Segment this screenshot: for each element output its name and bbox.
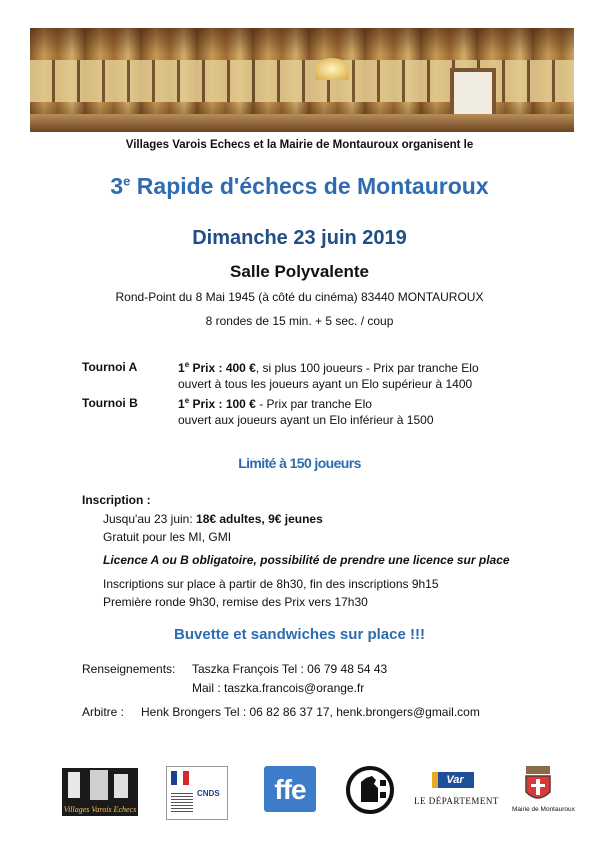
schedule: Première ronde 9h30, remise des Prix vers 17h30 — [103, 595, 368, 609]
var-departement-logo — [414, 770, 498, 814]
ffe-logo — [264, 766, 316, 812]
event-title: 3e Rapide d'échecs de Montauroux — [110, 173, 489, 199]
event-date: Dimanche 23 juin 2019 — [192, 227, 407, 249]
arbiter-info: Henk Brongers Tel : 06 82 86 37 17, henk.brongers@gmail.com — [141, 705, 480, 719]
header-photo — [30, 28, 574, 132]
chandelier — [315, 58, 349, 80]
tournament-b-desc: ouvert aux joueurs ayant un Elo inférieur à 1500 — [178, 413, 434, 427]
departement-label: LE DÉPARTEMENT — [414, 796, 499, 806]
contact-label: Renseignements: — [82, 662, 176, 676]
licence-requirement: Licence A ou B obligatoire, possibilité de prendre une licence sur place — [103, 553, 510, 567]
floor — [30, 114, 574, 132]
var-accent — [432, 772, 438, 788]
inscription-free: Gratuit pour les MI, GMI — [103, 530, 232, 544]
tournament-b-prize: 1e Prix : 100 € - Prix par tranche Elo — [178, 396, 372, 411]
villages-varois-echecs-logo — [62, 768, 138, 816]
tournament-a-name: Tournoi A — [82, 360, 138, 374]
tournament-a-desc: ouvert à tous les joueurs ayant un Elo supérieur à 1400 — [178, 377, 473, 391]
var-badge: Var — [436, 772, 474, 788]
vve-logo-text: Villages Varois Echecs — [63, 805, 137, 814]
organizers-line: Villages Varois Echecs et la Mairie de Montauroux organisent le — [125, 139, 474, 151]
mairie-crest-logo — [512, 764, 575, 824]
tricolor-flag-icon — [171, 771, 189, 785]
inscription-heading: Inscription : — [82, 493, 151, 507]
cnds-logo — [166, 766, 228, 820]
arbiter-label: Arbitre : — [82, 705, 125, 719]
player-limit: Limité à 150 joueurs — [238, 455, 361, 471]
time-control: 8 rondes de 15 min. + 5 sec. / coup — [205, 314, 394, 328]
contact-mail: Mail : taszka.francois@orange.fr — [192, 681, 365, 695]
mairie-label: Mairie de Montauroux — [512, 806, 575, 813]
inscription-onsite: Inscriptions sur place à partir de 8h30, fin des inscriptions 9h15 — [103, 577, 439, 591]
buvette-notice: Buvette et sandwiches sur place !!! — [174, 626, 425, 643]
chess-club-emblem-icon — [346, 766, 394, 814]
inscription-fees: Jusqu'au 23 juin: 18€ adultes, 9€ jeunes — [103, 512, 323, 526]
tournament-a-prize: 1e Prix : 400 €, si plus 100 joueurs - Prix par tranche Elo — [178, 360, 479, 375]
ministry-text-lines — [171, 793, 193, 813]
ffe-logo-text: ffe — [274, 774, 306, 805]
contact-phone: Taszka François Tel : 06 79 48 54 43 — [192, 662, 388, 676]
venue-address: Rond-Point du 8 Mai 1945 (à côté du cinéma) 83440 MONTAUROUX — [115, 290, 484, 304]
tournament-b-name: Tournoi B — [82, 396, 138, 410]
cnds-label: CNDS — [197, 789, 220, 798]
venue-name: Salle Polyvalente — [230, 262, 369, 281]
